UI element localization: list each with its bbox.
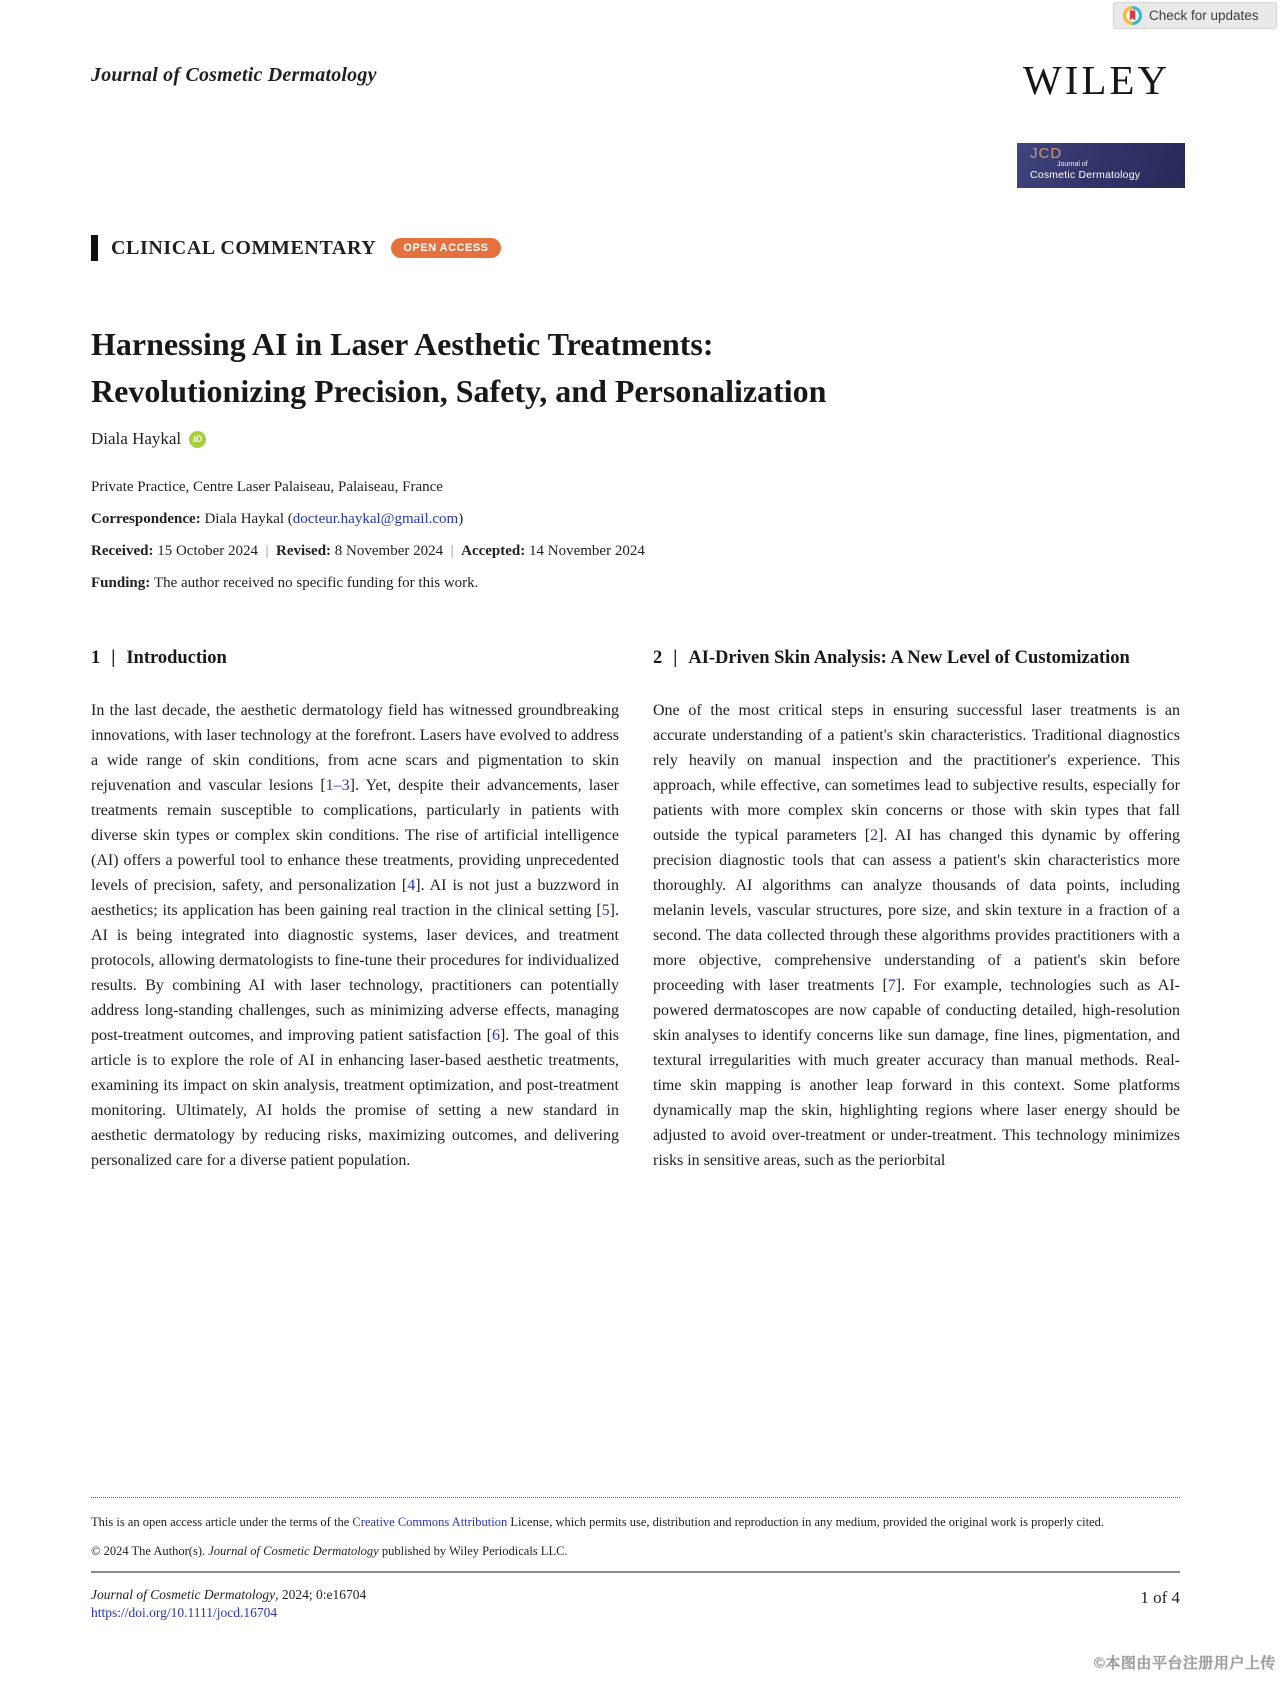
text-run: This is an open access article under the terms of the <box>91 1515 353 1529</box>
reference-link-2[interactable]: 2 <box>870 827 879 844</box>
journal-name-header: Journal of Cosmetic Dermatology <box>91 64 377 86</box>
copyright-line <box>91 1544 1180 1559</box>
article-title <box>91 321 1180 415</box>
history-dates-line <box>91 543 1180 560</box>
text-run: Received: <box>91 543 158 559</box>
column-left <box>91 644 619 1173</box>
text-run: Diala Haykal ( <box>204 511 293 527</box>
journal-citation <box>91 1586 366 1604</box>
cover-journal-title: Cosmetic Dermatology <box>1030 169 1141 181</box>
uploader-watermark: ©本图由平台注册用户上传 <box>1093 1655 1276 1672</box>
reference-link-6[interactable]: 6 <box>491 1027 500 1044</box>
author-row <box>91 429 1180 449</box>
text-run: Accepted: <box>461 543 530 559</box>
article-type-label: CLINICAL COMMENTARY <box>111 236 377 259</box>
page-number: 1 of 4 <box>1140 1588 1180 1607</box>
section-1-paragraph <box>91 698 619 1173</box>
footer <box>91 1497 1180 1622</box>
text-run: ) <box>458 511 464 527</box>
cover-journal-of: Journal of <box>1057 161 1088 168</box>
section-2-heading <box>653 644 1180 672</box>
text-run: Revised: <box>276 543 335 559</box>
text-run: ]. AI has changed this dynamic by offering precision diagnostic tools that can assess a patient's skin characteristics more thoroughly. AI algorithms can analyze thousands of data points, including melanin levels, vascular structures, pore size, and skin texture in a fraction of a second. The data collected through these algorithms provides practitioners with a more objective, comprehensive understanding of a patient's skin before proceeding with laser treatments [ <box>653 827 1180 994</box>
text-run: Correspondence: <box>91 511 205 527</box>
wiley-logo: WILEY <box>1023 57 1171 103</box>
section-2-title: AI-Driven Skin Analysis: A New Level of Customization <box>688 648 1130 668</box>
article <box>91 235 1180 1173</box>
cover-abbrev: JCD <box>1030 145 1063 162</box>
crossmark-icon <box>1123 6 1142 25</box>
text-run: Funding: <box>91 575 154 591</box>
orcid-icon[interactable]: iD <box>189 431 206 448</box>
text-run: 14 November 2024 <box>529 543 645 559</box>
footer-divider <box>91 1571 1180 1573</box>
text-run: published by Wiley Periodicals LLC. <box>378 1544 568 1558</box>
section-heading-separator: | <box>673 648 678 668</box>
article-title-line2: Revolutionizing Precision, Safety, and Personalization <box>91 373 827 409</box>
text-run: Journal of Cosmetic Dermatology <box>91 1587 276 1602</box>
body-columns <box>91 644 1180 1173</box>
text-run: ]. For example, technologies such as AI-powered dermatoscopes are now capable of conducting detailed, high-resolution skin analyses to identify concerns like sun damage, fine lines, pigmentation, and textural irregularities with much greater accuracy than manual methods. Real-time skin mapping is another leap forward in this context. Some platforms dynamically map the skin, highlighting regions where laser energy should be adjusted to avoid over-treatment or under-treatment. This technology minimizes risks in sensitive areas, such as the periorbital <box>653 977 1180 1169</box>
check-for-updates-label: Check for updates <box>1149 8 1259 23</box>
article-type-row <box>91 235 1180 261</box>
reference-link-1-3[interactable]: 1–3 <box>325 777 350 794</box>
citation-block <box>91 1586 366 1622</box>
text-run: License, which permits use, distribution and reproduction in any medium, provided the original work is properly cited. <box>507 1515 1104 1529</box>
text-run: Journal of Cosmetic Dermatology <box>208 1544 379 1558</box>
reference-link-4[interactable]: 4 <box>407 877 416 894</box>
text-run: In the last decade, the aesthetic dermatology field has witnessed groundbreaking innovations, with laser technology at the forefront. Lasers have evolved to address a wide range of skin conditions, from acne scars and pigmentation to skin rejuvenation and vascular lesions [ <box>91 702 619 794</box>
section-1-heading <box>91 644 619 672</box>
article-title-line1: Harnessing AI in Laser Aesthetic Treatments: <box>91 326 714 362</box>
section-1-title: Introduction <box>126 648 227 668</box>
funding-line <box>91 575 1180 592</box>
section-2-number: 2 <box>653 648 663 668</box>
license-text <box>91 1510 1180 1535</box>
author-affiliation: Private Practice, Centre Laser Palaiseau, Palaiseau, France <box>91 479 443 495</box>
text-run: | <box>443 543 462 559</box>
footer-bottom-row <box>91 1586 1180 1622</box>
text-run: ]. Yet, despite their advancements, laser treatments remain susceptible to complications, particularly in patients with diverse skin types or complex skin conditions. The rise of artificial intelligence (AI) offers a powerful tool to enhance these treatments, providing unprecedented levels of precision, safety, and personalization [ <box>91 777 619 894</box>
commentary-accent-bar <box>91 235 98 261</box>
column-right <box>653 644 1180 1173</box>
correspondence-email-link[interactable]: docteur.haykal@gmail.com <box>292 511 459 527</box>
text-run: One of the most critical steps in ensuring successful laser treatments is an accurate understanding of a patient's skin characteristics. Traditional diagnostics rely heavily on manual inspection and the practitioner's experience. This approach, while effective, can sometimes lead to subjective results, especially for patients with more complex skin concerns or those with skin types that fall outside the typical parameters [ <box>653 702 1180 844</box>
open-access-badge: OPEN ACCESS <box>391 238 500 258</box>
text-run: | <box>258 543 277 559</box>
text-run: The author received no specific funding for this work. <box>153 575 479 591</box>
text-run: ]. The goal of this article is to explore the role of AI in enhancing laser-based aesthetic treatments, examining its impact on skin analysis, treatment optimization, and post-treatment monitoring. Ultimately, AI holds the promise of setting a new standard in aesthetic dermatology by reducing risks, maximizing outcomes, and delivering personalized care for a diverse patient population. <box>91 1027 620 1169</box>
author-name: Diala Haykal <box>91 429 182 448</box>
text-run: ]. AI is not just a buzzword in aesthetics; its application has been gaining real traction in the clinical setting [ <box>91 877 619 919</box>
text-run: 15 October 2024 <box>157 543 259 559</box>
text-run: 8 November 2024 <box>334 543 444 559</box>
reference-link-7[interactable]: 7 <box>887 977 896 994</box>
reference-link-5[interactable]: 5 <box>601 902 610 919</box>
correspondence-line <box>91 511 1180 528</box>
text-run: ]. AI is being integrated into diagnostic systems, laser devices, and treatment protocols, allowing dermatologists to fine-tune their procedures for individualized results. By combining AI with laser technology, practitioners can potentially address long-standing challenges, such as minimizing adverse effects, managing post-treatment outcomes, and improving patient satisfaction [ <box>91 902 619 1044</box>
section-1-number: 1 <box>91 648 101 668</box>
text-run: , 2024; 0:e16704 <box>275 1587 367 1602</box>
creative-commons-link[interactable]: Creative Commons Attribution <box>352 1515 508 1529</box>
doi-link[interactable]: https://doi.org/10.1111/jocd.16704 <box>91 1605 278 1620</box>
journal-cover-thumbnail <box>1017 143 1185 188</box>
text-run: © 2024 The Author(s). <box>91 1544 209 1558</box>
check-for-updates-button[interactable] <box>1113 2 1277 29</box>
section-heading-separator: | <box>111 648 116 668</box>
section-2-paragraph <box>653 698 1180 1173</box>
